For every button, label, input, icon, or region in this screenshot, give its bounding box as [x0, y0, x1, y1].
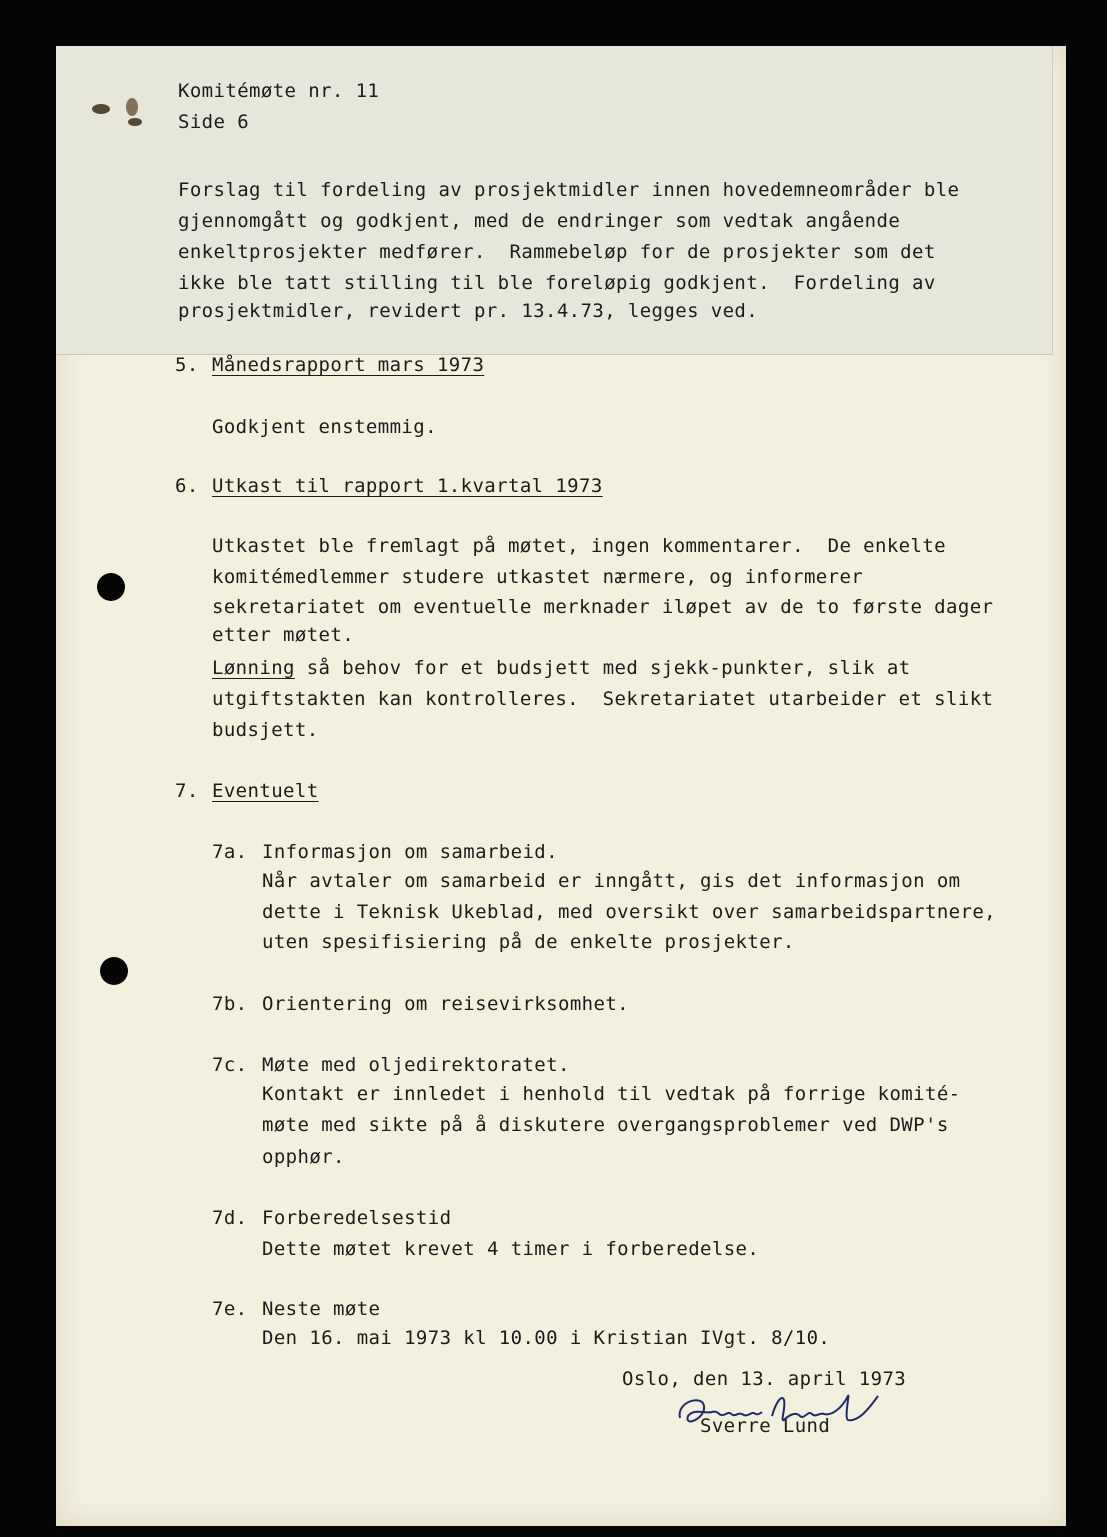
subitem-number: 7a. [212, 841, 248, 863]
intro-line: Forslag til fordeling av prosjektmidler innen hovedemneområder ble [178, 179, 960, 201]
place-date: Oslo, den 13. april 1973 [622, 1368, 907, 1390]
intro-line: prosjektmidler, revidert pr. 13.4.73, legges ved. [178, 300, 759, 322]
subitem-line: dette i Teknisk Ukeblad, med oversikt over samarbeidspartnere, [262, 901, 997, 923]
item-body-line: komitémedlemmer studere utkastet nærmere, og informerer [212, 566, 864, 588]
subitem-title: Forberedelsestid [262, 1207, 452, 1229]
item-body-line [212, 653, 911, 683]
subitem-line: Kontakt er innledet i henhold til vedtak på forrige komité- [262, 1083, 961, 1105]
subitem-title: Orientering om reisevirksomhet. [262, 993, 630, 1015]
burn-mark [128, 118, 142, 126]
subitem-line: Når avtaler om samarbeid er inngått, gis det informasjon om [262, 870, 961, 892]
intro-line: ikke ble tatt stilling til ble foreløpig godkjent. Fordeling av [178, 272, 936, 294]
burn-mark [126, 98, 138, 116]
item-body-line: Utkastet ble fremlagt på møtet, ingen kommentarer. De enkelte [212, 535, 947, 557]
intro-line: gjennomgått og godkjent, med de endringer som vedtak angående [178, 210, 901, 232]
item-body-line: budsjett. [212, 719, 319, 741]
punch-hole [97, 573, 125, 601]
item-body: Godkjent enstemmig. [212, 416, 437, 438]
subitem-title: Informasjon om samarbeid. [262, 841, 558, 863]
subitem-line: uten spesifisiering på de enkelte prosjekter. [262, 931, 795, 953]
page-number: Side 6 [178, 111, 250, 133]
subitem-line: møte med sikte på å diskutere overgangsproblemer ved DWP's [262, 1114, 949, 1136]
handwritten-signature [672, 1388, 892, 1438]
subitem-number: 7b. [212, 993, 248, 1015]
subitem-line: Den 16. mai 1973 kl 10.00 i Kristian IVgt. 8/10. [262, 1327, 831, 1349]
subitem-number: 7e. [212, 1298, 248, 1320]
item-number: 7. [175, 780, 199, 802]
item-body-line: sekretariatet om eventuelle merknader iløpet av de to første dager [212, 596, 994, 618]
subitem-number: 7d. [212, 1207, 248, 1229]
item-number: 5. [175, 354, 199, 376]
item-number: 6. [175, 475, 199, 497]
subitem-line: Dette møtet krevet 4 timer i forberedelse. [262, 1238, 760, 1260]
item-title: Utkast til rapport 1.kvartal 1973 [212, 475, 603, 497]
punch-hole [100, 957, 128, 985]
meeting-number: Komitémøte nr. 11 [178, 80, 380, 102]
item-body-line: utgiftstakten kan kontrolleres. Sekretariatet utarbeider et slikt [212, 688, 994, 710]
subitem-line: opphør. [262, 1146, 345, 1168]
person-name: Lønning [212, 657, 295, 679]
signer-name: Sverre Lund [700, 1415, 831, 1437]
item-body-line: etter møtet. [212, 624, 355, 646]
item-body-text: så behov for et budsjett med sjekk-punkter, slik at [294, 657, 911, 679]
subitem-number: 7c. [212, 1054, 248, 1076]
burn-mark [92, 104, 110, 114]
intro-line: enkeltprosjekter medfører. Rammebeløp for de prosjekter som det [178, 241, 936, 263]
item-title: Eventuelt [212, 780, 319, 802]
subitem-title: Møte med oljedirektoratet. [262, 1054, 570, 1076]
subitem-title: Neste møte [262, 1298, 381, 1320]
item-title: Månedsrapport mars 1973 [212, 354, 485, 376]
